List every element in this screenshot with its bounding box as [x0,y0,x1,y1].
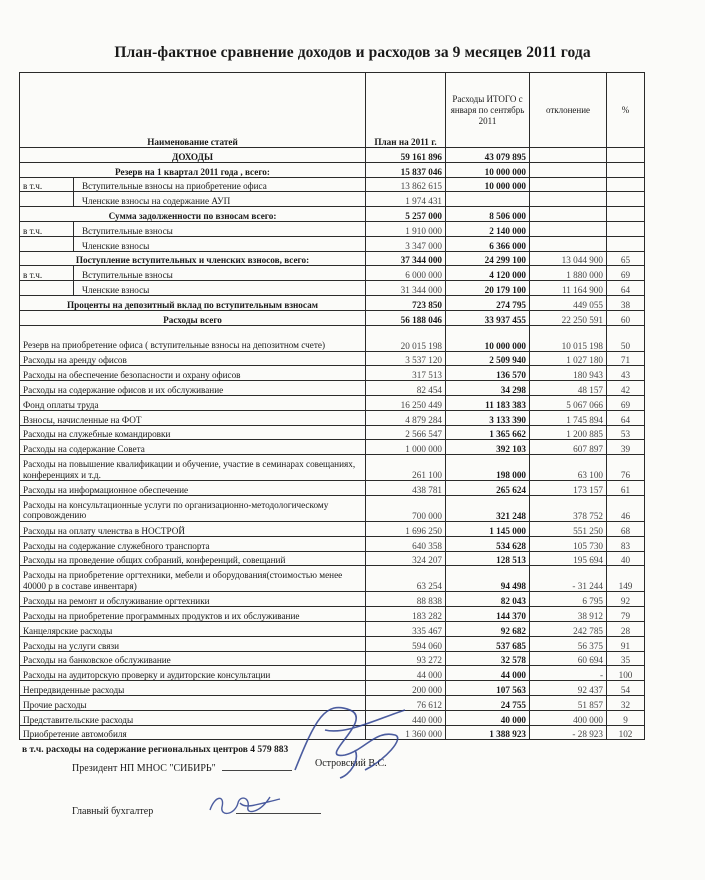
plan-value: 261 100 [366,455,446,481]
percent-value: 68 [607,521,645,536]
table-row [20,251,645,266]
table-row [20,666,645,681]
plan-value: 640 358 [366,536,446,551]
plan-value: 82 454 [366,381,446,396]
row-name: Поступление вступительных и членских взносов, всего: [20,251,366,266]
percent-value [607,162,645,177]
row-name: Представительские расходы [20,710,366,725]
header-name: Наименование статей [20,73,366,148]
actual-value: 392 103 [446,440,530,455]
table-row [20,395,645,410]
deviation-value: 48 157 [530,381,607,396]
plan-value: 594 060 [366,636,446,651]
row-name: Взносы, начисленные на ФОТ [20,410,366,425]
actual-value [446,192,530,207]
row-name: Расходы на аренду офисов [20,351,366,366]
actual-value: 534 628 [446,536,530,551]
table-row [20,455,645,481]
actual-value: 20 179 100 [446,281,530,296]
deviation-value [530,207,607,222]
actual-value: 24 755 [446,695,530,710]
row-name: Расходы на содержание офисов и их обслуживание [20,381,366,396]
percent-value: 39 [607,440,645,455]
table-row [20,651,645,666]
plan-value: 20 015 198 [366,325,446,351]
table-row [20,495,645,521]
plan-value: 700 000 [366,495,446,521]
deviation-value: 105 730 [530,536,607,551]
actual-value: 10 000 000 [446,177,530,192]
president-name: Островский В.С. [315,758,387,769]
percent-value: 100 [607,666,645,681]
deviation-value: 1 745 894 [530,410,607,425]
percent-value [607,177,645,192]
actual-value: 24 299 100 [446,251,530,266]
actual-value: 265 624 [446,481,530,496]
plan-value: 1 974 431 [366,192,446,207]
percent-value: 79 [607,607,645,622]
percent-value: 9 [607,710,645,725]
plan-value: 1 000 000 [366,440,446,455]
row-name: Расходы на банковское обслуживание [20,651,366,666]
row-name: Расходы на услуги связи [20,636,366,651]
row-name: Расходы на обеспечение безопасности и охрану офисов [20,366,366,381]
percent-value: 69 [607,395,645,410]
deviation-value: - [530,666,607,681]
actual-value: 274 795 [446,295,530,310]
plan-value: 59 161 896 [366,148,446,163]
row-name: Проценты на депозитный вклад по вступительным взносам [20,295,366,310]
plan-value: 1 696 250 [366,521,446,536]
actual-value: 10 000 000 [446,325,530,351]
accountant-signature-scribble [200,785,290,825]
table-row [20,551,645,566]
plan-value: 317 513 [366,366,446,381]
percent-value: 61 [607,481,645,496]
table-row [20,481,645,496]
table-row [20,440,645,455]
plan-value: 15 837 046 [366,162,446,177]
actual-value: 128 513 [446,551,530,566]
row-name: Членские взносы на содержание АУП [74,192,366,207]
plan-value: 93 272 [366,651,446,666]
actual-value: 198 000 [446,455,530,481]
actual-value: 1 145 000 [446,521,530,536]
actual-value: 44 000 [446,666,530,681]
deviation-value: 449 055 [530,295,607,310]
deviation-value: - 28 923 [530,725,607,740]
accountant-label: Главный бухгалтер [72,806,154,817]
row-name: Членские взносы [74,236,366,251]
deviation-value: 1 880 000 [530,266,607,281]
table-row [20,281,645,296]
row-name: Расходы на консультационные услуги по организационно-методологическому сопровождению [20,495,366,521]
percent-value: 64 [607,410,645,425]
plan-value: 31 344 000 [366,281,446,296]
plan-value: 183 282 [366,607,446,622]
percent-value: 32 [607,695,645,710]
row-name: Расходы на приобретение оргтехники, мебели и оборудования(стоимостью менее 40000 р в составе инвентаря) [20,566,366,592]
table-row [20,607,645,622]
plan-value: 200 000 [366,681,446,696]
percent-value: 50 [607,325,645,351]
deviation-value: 10 015 198 [530,325,607,351]
actual-value: 10 000 000 [446,162,530,177]
row-name: Расходы на оплату членства в НОСТРОЙ [20,521,366,536]
actual-value: 2 509 940 [446,351,530,366]
percent-value: 40 [607,551,645,566]
percent-value: 53 [607,425,645,440]
deviation-value: 195 694 [530,551,607,566]
row-name: Расходы на содержание служебного транспорта [20,536,366,551]
actual-value: 3 133 390 [446,410,530,425]
deviation-value: 13 044 900 [530,251,607,266]
percent-value: 92 [607,592,645,607]
deviation-value [530,236,607,251]
deviation-value: 5 067 066 [530,395,607,410]
deviation-value: - 31 244 [530,566,607,592]
actual-value: 321 248 [446,495,530,521]
deviation-value [530,162,607,177]
row-name: Непредвиденные расходы [20,681,366,696]
row-prefix: в т.ч. [20,177,74,192]
plan-value: 37 344 000 [366,251,446,266]
table-header-row [20,73,645,148]
actual-value: 94 498 [446,566,530,592]
actual-value: 33 937 455 [446,310,530,325]
actual-value: 34 298 [446,381,530,396]
deviation-value: 56 375 [530,636,607,651]
row-name: Вступительные взносы [74,266,366,281]
percent-value: 91 [607,636,645,651]
table-row [20,221,645,236]
row-prefix [20,281,74,296]
actual-value: 6 366 000 [446,236,530,251]
regional-note: в т.ч. расходы на содержание региональных центров 4 579 883 [22,745,289,755]
plan-value: 13 862 615 [366,177,446,192]
plan-value: 438 781 [366,481,446,496]
header-actual: Расходы ИТОГО с января по сентябрь 2011 [446,73,530,148]
percent-value: 83 [607,536,645,551]
actual-value: 40 000 [446,710,530,725]
deviation-value [530,221,607,236]
percent-value [607,221,645,236]
plan-value: 76 612 [366,695,446,710]
percent-value: 38 [607,295,645,310]
actual-value: 136 570 [446,366,530,381]
header-percent: % [607,73,645,148]
deviation-value: 6 795 [530,592,607,607]
deviation-value: 51 857 [530,695,607,710]
deviation-value [530,177,607,192]
actual-value: 43 079 895 [446,148,530,163]
plan-value: 3 347 000 [366,236,446,251]
president-signature-line [72,763,296,774]
deviation-value: 1 200 885 [530,425,607,440]
table-row [20,295,645,310]
row-prefix: в т.ч. [20,221,74,236]
table-row [20,381,645,396]
plan-value: 2 566 547 [366,425,446,440]
percent-value [607,236,645,251]
plan-value: 63 254 [366,566,446,592]
table-row [20,621,645,636]
row-name: Расходы на повышение квалификации и обучение, участие в семинарах совещаниях, конференциях и т.д. [20,455,366,481]
row-prefix [20,236,74,251]
deviation-value: 180 943 [530,366,607,381]
actual-value: 107 563 [446,681,530,696]
percent-value: 149 [607,566,645,592]
table-row [20,681,645,696]
deviation-value: 242 785 [530,621,607,636]
row-name: Членские взносы [74,281,366,296]
row-name: Расходы на служебные командировки [20,425,366,440]
plan-value: 5 257 000 [366,207,446,222]
percent-value: 71 [607,351,645,366]
table-row [20,177,645,192]
row-name: Расходы на приобретение программных продуктов и их обслуживание [20,607,366,622]
table-body [20,148,645,740]
plan-value: 3 537 120 [366,351,446,366]
table-row [20,710,645,725]
header-deviation: отклонение [530,73,607,148]
deviation-value: 11 164 900 [530,281,607,296]
percent-value: 28 [607,621,645,636]
row-prefix [20,192,74,207]
plan-fact-table [19,72,645,740]
plan-value: 440 000 [366,710,446,725]
table-row [20,536,645,551]
signature-underline [236,813,321,814]
table-row [20,695,645,710]
actual-value: 32 578 [446,651,530,666]
row-name: Приобретение автомобиля [20,725,366,740]
percent-value: 43 [607,366,645,381]
row-name: Вступительные взносы на приобретение офиса [74,177,366,192]
plan-value: 4 879 284 [366,410,446,425]
page-title: План-фактное сравнение доходов и расходов за 9 месяцев 2011 года [114,44,591,61]
percent-value: 60 [607,310,645,325]
row-name: Прочие расходы [20,695,366,710]
row-name: Сумма задолженности по взносам всего: [20,207,366,222]
row-name: Расходы на ремонт и обслуживание оргтехники [20,592,366,607]
deviation-value: 38 912 [530,607,607,622]
deviation-value [530,192,607,207]
deviation-value: 173 157 [530,481,607,496]
table-row [20,207,645,222]
signature-underline [222,770,292,771]
deviation-value [530,148,607,163]
actual-value: 82 043 [446,592,530,607]
plan-value: 56 188 046 [366,310,446,325]
row-name: Расходы на аудиторскую проверку и аудиторские консультации [20,666,366,681]
deviation-value: 378 752 [530,495,607,521]
percent-value [607,207,645,222]
row-name: Вступительные взносы [74,221,366,236]
header-plan: План на 2011 г. [366,73,446,148]
table-row [20,366,645,381]
deviation-value: 400 000 [530,710,607,725]
percent-value: 65 [607,251,645,266]
actual-value: 92 682 [446,621,530,636]
row-name: Расходы на информационное обеспечение [20,481,366,496]
actual-value: 537 685 [446,636,530,651]
president-label: Президент НП МНОС "СИБИРЬ" [72,763,216,774]
row-name: Расходы на содержание Совета [20,440,366,455]
row-prefix: в т.ч. [20,266,74,281]
row-name: Расходы всего [20,310,366,325]
row-name: Фонд оплаты труда [20,395,366,410]
plan-value: 44 000 [366,666,446,681]
plan-value: 723 850 [366,295,446,310]
deviation-value: 607 897 [530,440,607,455]
percent-value: 42 [607,381,645,396]
percent-value: 102 [607,725,645,740]
deviation-value: 63 100 [530,455,607,481]
actual-value: 144 370 [446,607,530,622]
plan-value: 16 250 449 [366,395,446,410]
percent-value: 54 [607,681,645,696]
percent-value: 76 [607,455,645,481]
table-row [20,351,645,366]
actual-value: 4 120 000 [446,266,530,281]
plan-value: 6 000 000 [366,266,446,281]
table-row [20,521,645,536]
deviation-value: 60 694 [530,651,607,666]
plan-value: 1 910 000 [366,221,446,236]
plan-value: 1 360 000 [366,725,446,740]
table-row [20,325,645,351]
deviation-value: 92 437 [530,681,607,696]
table-row [20,236,645,251]
table-row [20,162,645,177]
plan-value: 88 838 [366,592,446,607]
plan-value: 335 467 [366,621,446,636]
row-name: Резерв на 1 квартал 2011 года , всего: [20,162,366,177]
row-name: Резерв на приобретение офиса ( вступительные взносы на депозитном счете) [20,325,366,351]
percent-value [607,148,645,163]
table-row [20,310,645,325]
table-row [20,425,645,440]
percent-value: 69 [607,266,645,281]
table-row [20,148,645,163]
row-name: Расходы на проведение общих собраний, конференций, совещаний [20,551,366,566]
actual-value: 8 506 000 [446,207,530,222]
table-row [20,192,645,207]
table-row [20,636,645,651]
plan-value: 324 207 [366,551,446,566]
table-row [20,266,645,281]
table-row [20,410,645,425]
percent-value [607,192,645,207]
table-row [20,566,645,592]
actual-value: 11 183 383 [446,395,530,410]
accountant-signature-line [72,806,321,817]
actual-value: 2 140 000 [446,221,530,236]
deviation-value: 551 250 [530,521,607,536]
table-row [20,592,645,607]
percent-value: 35 [607,651,645,666]
actual-value: 1 388 923 [446,725,530,740]
table-row [20,725,645,740]
deviation-value: 1 027 180 [530,351,607,366]
percent-value: 46 [607,495,645,521]
row-name: Канцелярские расходы [20,621,366,636]
actual-value: 1 365 662 [446,425,530,440]
row-name: ДОХОДЫ [20,148,366,163]
deviation-value: 22 250 591 [530,310,607,325]
percent-value: 64 [607,281,645,296]
